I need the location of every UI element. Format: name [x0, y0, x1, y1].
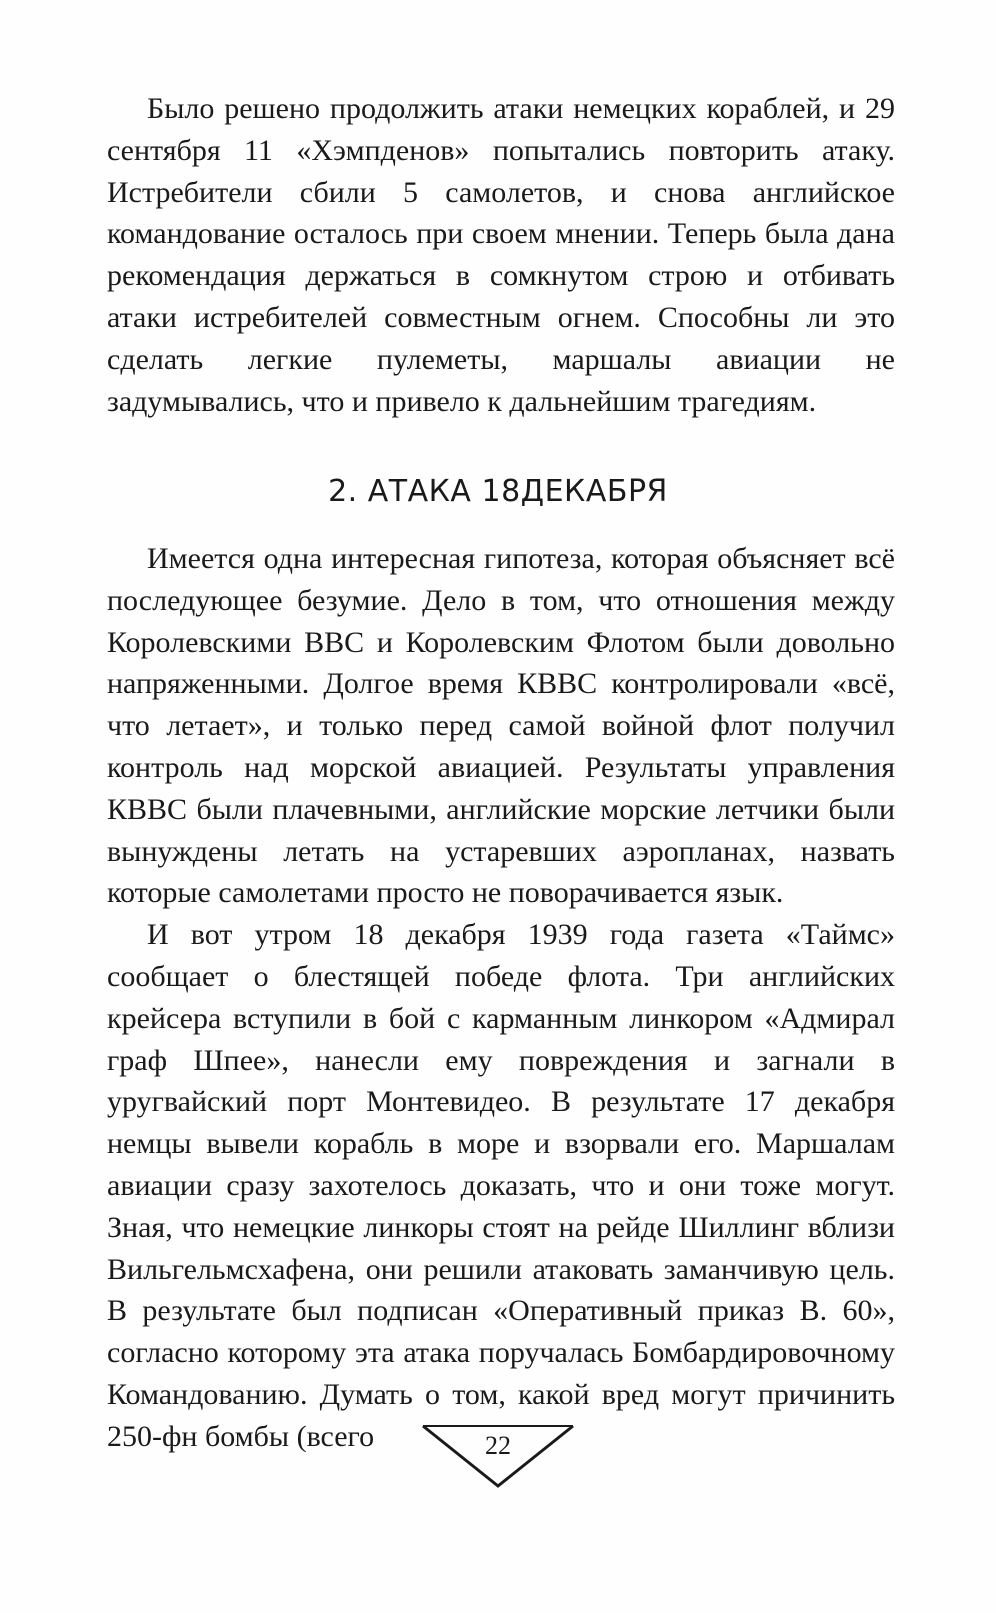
paragraph-2: Имеется одна интересная гипотеза, которая объясняет всё последующее безумие. Дело в том, что отношения между Королевскими ВВС и Королевским Флотом были довольно напряженными. Долгое время КВВС контролировали «всё, что летает», и только перед самой войной флот получил контроль над морской авиацией. Результаты управления КВВС были плачевными, английские морские летчики были вынуждены летать на устаревших аэропланах, назвать которые самолетами просто не поворачивается язык. — [107, 542, 895, 910]
section-heading: 2. АТАКА 18ДЕКАБРЯ — [328, 474, 668, 509]
text-block-top — [107, 88, 895, 422]
text-block-main — [107, 538, 895, 1458]
paragraph-3: И вот утром 18 декабря 1939 года газета «Таймс» сообщает о блестящей победе флота. Три английских крейсера вступили в бой с карманным линкором «Адмирал граф Шпее», нанесли ему повреждения и загнали в уругвайский порт Монтевидео. В результате 17 декабря немцы вывели корабль в море и взорвали его. Маршалам авиации сразу захотелось доказать, что и они тоже могут. Зная, что немецкие линкоры стоят на рейде Шиллинг вблизи Вильгельмсхафена, они решили атаковать заманчивую цель. В результате был подписан «Оперативный приказ В. 60», согласно которому эта атака поручалась Бомбардировочному Командованию. Думать о том, какой вред могут причинить 250-фн бомбы (всего — [107, 918, 895, 1453]
paragraph-1: Было решено продолжить атаки немецких кораблей, и 29 сентября 11 «Хэмпденов» попытались повторить атаку. Истребители сбили 5 самолетов, и снова английское командование осталось при своем мнении. Теперь была дана рекомендация держаться в сомкнутом строю и отбивать атаки истребителей совместным огнем. Способны ли это сделать легкие пулеметы, маршалы авиации не задумывались, что и привело к дальнейшим трагедиям. — [107, 92, 895, 418]
page-number: 22 — [485, 1431, 511, 1460]
